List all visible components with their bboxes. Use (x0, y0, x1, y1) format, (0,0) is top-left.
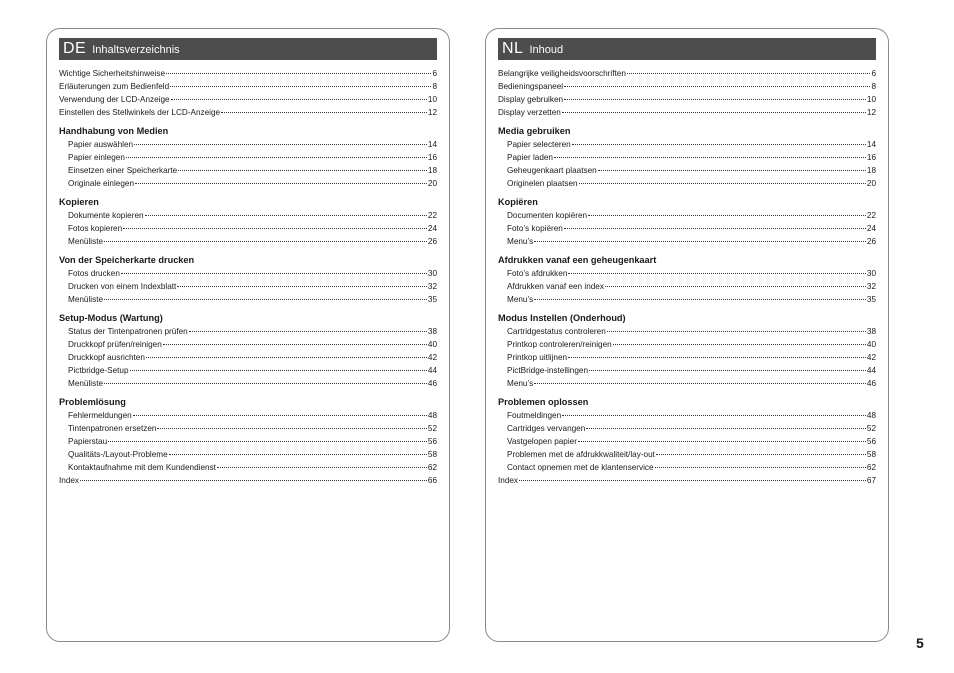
toc-entry-page: 14 (427, 140, 437, 149)
toc-entry-title: Printkop uitlijnen (507, 353, 568, 362)
toc-entry[interactable] (59, 293, 437, 306)
toc-entry-page: 32 (866, 282, 876, 291)
toc-entry-page: 58 (866, 450, 876, 459)
dot-leader (586, 428, 866, 429)
toc-entry-page: 20 (427, 179, 437, 188)
dot-leader (130, 370, 427, 371)
toc-entry-title: Problemen met de afdrukkwaliteit/lay-out (507, 450, 655, 459)
toc-entry-page: 24 (866, 224, 876, 233)
toc-entry-title: Display verzetten (498, 108, 561, 117)
toc-entry-page: 18 (866, 166, 876, 175)
toc-entry[interactable] (59, 338, 437, 351)
dot-leader (554, 157, 866, 158)
dot-leader (135, 183, 427, 184)
dot-leader (80, 480, 427, 481)
dot-leader (104, 241, 427, 242)
toc-panel-de (46, 28, 450, 642)
toc-entry-title: Menüliste (68, 379, 104, 388)
toc-entry[interactable] (59, 422, 437, 435)
dot-leader (564, 99, 866, 100)
toc-entry-page: 58 (427, 450, 437, 459)
toc-entry[interactable] (498, 338, 876, 351)
toc-entry-page: 26 (427, 237, 437, 246)
toc-entry-page: 24 (427, 224, 437, 233)
toc-entry-page: 52 (427, 424, 437, 433)
toc-entry-title: Menu’s (507, 295, 534, 304)
toc-entry-title: Fotos drucken (68, 269, 120, 278)
dot-leader (589, 370, 866, 371)
toc-entry-title: Pictbridge-Setup (68, 366, 129, 375)
toc-entry-page: 12 (427, 108, 437, 117)
toc-entry-title: Index (498, 476, 519, 485)
dot-leader (177, 286, 427, 287)
toc-entry[interactable] (59, 93, 437, 106)
toc-entry-page: 18 (427, 166, 437, 175)
toc-entry-title: Menüliste (68, 237, 104, 246)
dot-leader (534, 383, 866, 384)
dot-leader (613, 344, 866, 345)
section-heading: Problemen oplossen (498, 397, 589, 407)
toc-entry[interactable] (59, 177, 437, 190)
toc-entry[interactable] (498, 209, 876, 222)
toc-entry[interactable] (498, 93, 876, 106)
dot-leader (221, 112, 427, 113)
toc-entry[interactable] (498, 435, 876, 448)
toc-entry[interactable] (59, 209, 437, 222)
toc-entry-title: Menüliste (68, 295, 104, 304)
dot-leader (568, 273, 866, 274)
toc-entry-page: 6 (432, 69, 437, 78)
toc-entry-title: Qualitäts-/Layout-Probleme (68, 450, 168, 459)
toc-entry-page: 12 (866, 108, 876, 117)
dot-leader (145, 215, 427, 216)
toc-entry-title: Verwendung der LCD-Anzeige (59, 95, 170, 104)
toc-entry[interactable] (498, 409, 876, 422)
toc-entry-title: PictBridge-instellingen (507, 366, 589, 375)
toc-entry-page: 44 (866, 366, 876, 375)
toc-entry-page: 16 (427, 153, 437, 162)
toc-entry[interactable] (59, 325, 437, 338)
toc-entry[interactable] (498, 267, 876, 280)
toc-entry-title: Afdrukken vanaf een index (507, 282, 604, 291)
dot-leader (562, 112, 866, 113)
toc-entry-page: 10 (866, 95, 876, 104)
toc-entry-page: 30 (866, 269, 876, 278)
toc-entry-title: Display gebruiken (498, 95, 564, 104)
dot-leader (170, 86, 431, 87)
dot-leader (607, 331, 866, 332)
toc-entry-page: 38 (427, 327, 437, 336)
toc-entry-page: 14 (866, 140, 876, 149)
toc-entry[interactable] (498, 164, 876, 177)
dot-leader (572, 144, 866, 145)
toc-entry-page: 40 (427, 340, 437, 349)
toc-entry[interactable] (498, 106, 876, 119)
toc-entry-title: Papier auswählen (68, 140, 134, 149)
toc-entry-title: Geheugenkaart plaatsen (507, 166, 597, 175)
dot-leader (157, 428, 426, 429)
section-heading: Media gebruiken (498, 126, 571, 136)
toc-entry-page: 10 (427, 95, 437, 104)
toc-entry-title: Cartridges vervangen (507, 424, 586, 433)
toc-entry-page: 20 (866, 179, 876, 188)
toc-entry-page: 52 (866, 424, 876, 433)
dot-leader (568, 357, 866, 358)
dot-leader (564, 86, 870, 87)
toc-entry[interactable] (498, 151, 876, 164)
toc-entry[interactable] (59, 364, 437, 377)
toc-entry[interactable] (59, 164, 437, 177)
toc-entry-title: Foto’s kopiëren (507, 224, 563, 233)
toc-entry[interactable] (498, 293, 876, 306)
toc-entry-title: Cartridgestatus controleren (507, 327, 606, 336)
dot-leader (598, 170, 866, 171)
toc-entry-page: 40 (866, 340, 876, 349)
toc-entry-title: Menu’s (507, 379, 534, 388)
panel-header (498, 38, 876, 60)
dot-leader (562, 415, 866, 416)
toc-entry-title: Originale einlegen (68, 179, 134, 188)
toc-entry-title: Tintenpatronen ersetzen (68, 424, 157, 433)
toc-entry-title: Foto’s afdrukken (507, 269, 568, 278)
toc-entry[interactable] (498, 448, 876, 461)
dot-leader (134, 144, 427, 145)
toc-entry-page: 32 (427, 282, 437, 291)
toc-entry-title: Menu’s (507, 237, 534, 246)
toc-entry[interactable] (59, 80, 437, 93)
dot-leader (123, 228, 427, 229)
toc-entry-title: Drucken von einem Indexblatt (68, 282, 177, 291)
dot-leader (217, 467, 427, 468)
dot-leader (534, 241, 866, 242)
toc-list (498, 67, 876, 487)
language-code: NL (502, 40, 524, 57)
toc-entry[interactable] (498, 80, 876, 93)
toc-entry-page: 42 (427, 353, 437, 362)
dot-leader (146, 357, 427, 358)
section-heading: Setup-Modus (Wartung) (59, 313, 163, 323)
toc-entry-page: 56 (866, 437, 876, 446)
toc-entry[interactable] (59, 409, 437, 422)
toc-entry[interactable] (59, 448, 437, 461)
toc-entry-title: Vastgelopen papier (507, 437, 577, 446)
toc-entry-page: 8 (871, 82, 876, 91)
toc-entry[interactable] (498, 280, 876, 293)
toc-entry-page: 62 (866, 463, 876, 472)
panel-title: Inhaltsverzeichnis (92, 44, 180, 56)
toc-entry[interactable] (59, 267, 437, 280)
toc-entry-page: 48 (866, 411, 876, 420)
dot-leader (171, 99, 427, 100)
toc-entry-title: Index (59, 476, 80, 485)
toc-entry-page: 8 (432, 82, 437, 91)
toc-entry-title: Belangrijke veiligheidsvoorschriften (498, 69, 626, 78)
toc-entry[interactable] (59, 138, 437, 151)
dot-leader (166, 73, 431, 74)
toc-entry[interactable] (59, 151, 437, 164)
toc-entry[interactable] (59, 435, 437, 448)
dot-leader (126, 157, 427, 158)
toc-entry-title: Wichtige Sicherheitshinweise (59, 69, 166, 78)
dot-leader (579, 183, 866, 184)
toc-entry[interactable] (59, 461, 437, 474)
section-heading: Problemlösung (59, 397, 126, 407)
panel-title: Inhoud (529, 44, 564, 56)
toc-entry-page: 16 (866, 153, 876, 162)
toc-entry[interactable] (498, 222, 876, 235)
dot-leader (534, 299, 866, 300)
toc-entry-page: 66 (427, 476, 437, 485)
dot-leader (108, 441, 427, 442)
toc-entry-title: Foutmeldingen (507, 411, 562, 420)
toc-entry-page: 44 (427, 366, 437, 375)
toc-panel-nl (485, 28, 889, 642)
toc-entry[interactable] (498, 67, 876, 80)
toc-entry-title: Papier einlegen (68, 153, 125, 162)
dot-leader (178, 170, 427, 171)
dot-leader (656, 454, 866, 455)
toc-entry-title: Fehlermeldungen (68, 411, 132, 420)
page-number: 5 (916, 635, 924, 651)
language-code: DE (63, 40, 87, 57)
section-heading: Handhabung von Medien (59, 126, 169, 136)
dot-leader (564, 228, 866, 229)
toc-entry-title: Dokumente kopieren (68, 211, 144, 220)
toc-entry-title: Kontaktaufnahme mit dem Kundendienst (68, 463, 216, 472)
toc-entry-page: 46 (866, 379, 876, 388)
toc-entry-title: Druckkopf ausrichten (68, 353, 145, 362)
toc-entry-title: Papier laden (507, 153, 553, 162)
toc-entry-title: Printkop controleren/reinigen (507, 340, 612, 349)
toc-entry[interactable] (498, 351, 876, 364)
dot-leader (605, 286, 866, 287)
dot-leader (519, 480, 866, 481)
toc-entry-page: 56 (427, 437, 437, 446)
section-heading: Kopieren (59, 197, 99, 207)
toc-entry[interactable] (498, 422, 876, 435)
toc-list (59, 67, 437, 487)
section-heading: Von der Speicherkarte drucken (59, 255, 195, 265)
toc-entry[interactable] (498, 474, 876, 487)
toc-entry[interactable] (498, 177, 876, 190)
toc-entry-title: Documenten kopiëren (507, 211, 588, 220)
toc-entry[interactable] (59, 280, 437, 293)
toc-entry-page: 26 (866, 237, 876, 246)
dot-leader (133, 415, 427, 416)
toc-entry-page: 35 (866, 295, 876, 304)
dot-leader (655, 467, 866, 468)
toc-entry-page: 48 (427, 411, 437, 420)
dot-leader (104, 383, 427, 384)
toc-entry-title: Fotos kopieren (68, 224, 123, 233)
toc-entry-page: 42 (866, 353, 876, 362)
toc-entry-page: 46 (427, 379, 437, 388)
toc-entry-page: 22 (427, 211, 437, 220)
toc-entry[interactable] (498, 235, 876, 248)
toc-entry[interactable] (498, 461, 876, 474)
toc-entry-page: 67 (866, 476, 876, 485)
toc-entry-title: Originelen plaatsen (507, 179, 578, 188)
section-heading: Afdrukken vanaf een geheugenkaart (498, 255, 657, 265)
toc-entry[interactable] (498, 325, 876, 338)
dot-leader (627, 73, 871, 74)
toc-entry-title: Druckkopf prüfen/reinigen (68, 340, 162, 349)
section-heading: Modus Instellen (Onderhoud) (498, 313, 626, 323)
toc-entry-page: 35 (427, 295, 437, 304)
toc-entry[interactable] (59, 377, 437, 390)
dot-leader (588, 215, 866, 216)
toc-entry-page: 22 (866, 211, 876, 220)
toc-entry[interactable] (59, 222, 437, 235)
toc-entry-title: Einsetzen einer Speicherkarte (68, 166, 178, 175)
dot-leader (189, 331, 427, 332)
toc-entry[interactable] (59, 106, 437, 119)
dot-leader (163, 344, 427, 345)
dot-leader (121, 273, 427, 274)
dot-leader (104, 299, 427, 300)
toc-entry-page: 30 (427, 269, 437, 278)
toc-entry-title: Contact opnemen met de klantenservice (507, 463, 654, 472)
toc-entry[interactable] (498, 138, 876, 151)
panel-header (59, 38, 437, 60)
toc-entry-title: Bedieningspaneel (498, 82, 564, 91)
toc-entry[interactable] (59, 474, 437, 487)
toc-entry-title: Papierstau (68, 437, 108, 446)
dot-leader (578, 441, 866, 442)
toc-entry[interactable] (498, 377, 876, 390)
toc-entry-title: Status der Tintenpatronen prüfen (68, 327, 188, 336)
toc-entry[interactable] (59, 67, 437, 80)
toc-entry[interactable] (498, 364, 876, 377)
toc-entry[interactable] (59, 235, 437, 248)
toc-entry-title: Papier selecteren (507, 140, 571, 149)
toc-entry-page: 38 (866, 327, 876, 336)
section-heading: Kopiëren (498, 197, 538, 207)
toc-entry-page: 6 (871, 69, 876, 78)
toc-entry[interactable] (59, 351, 437, 364)
toc-entry-title: Einstellen des Stellwinkels der LCD-Anzeige (59, 108, 221, 117)
dot-leader (169, 454, 427, 455)
toc-entry-title: Erläuterungen zum Bedienfeld (59, 82, 170, 91)
toc-entry-page: 62 (427, 463, 437, 472)
